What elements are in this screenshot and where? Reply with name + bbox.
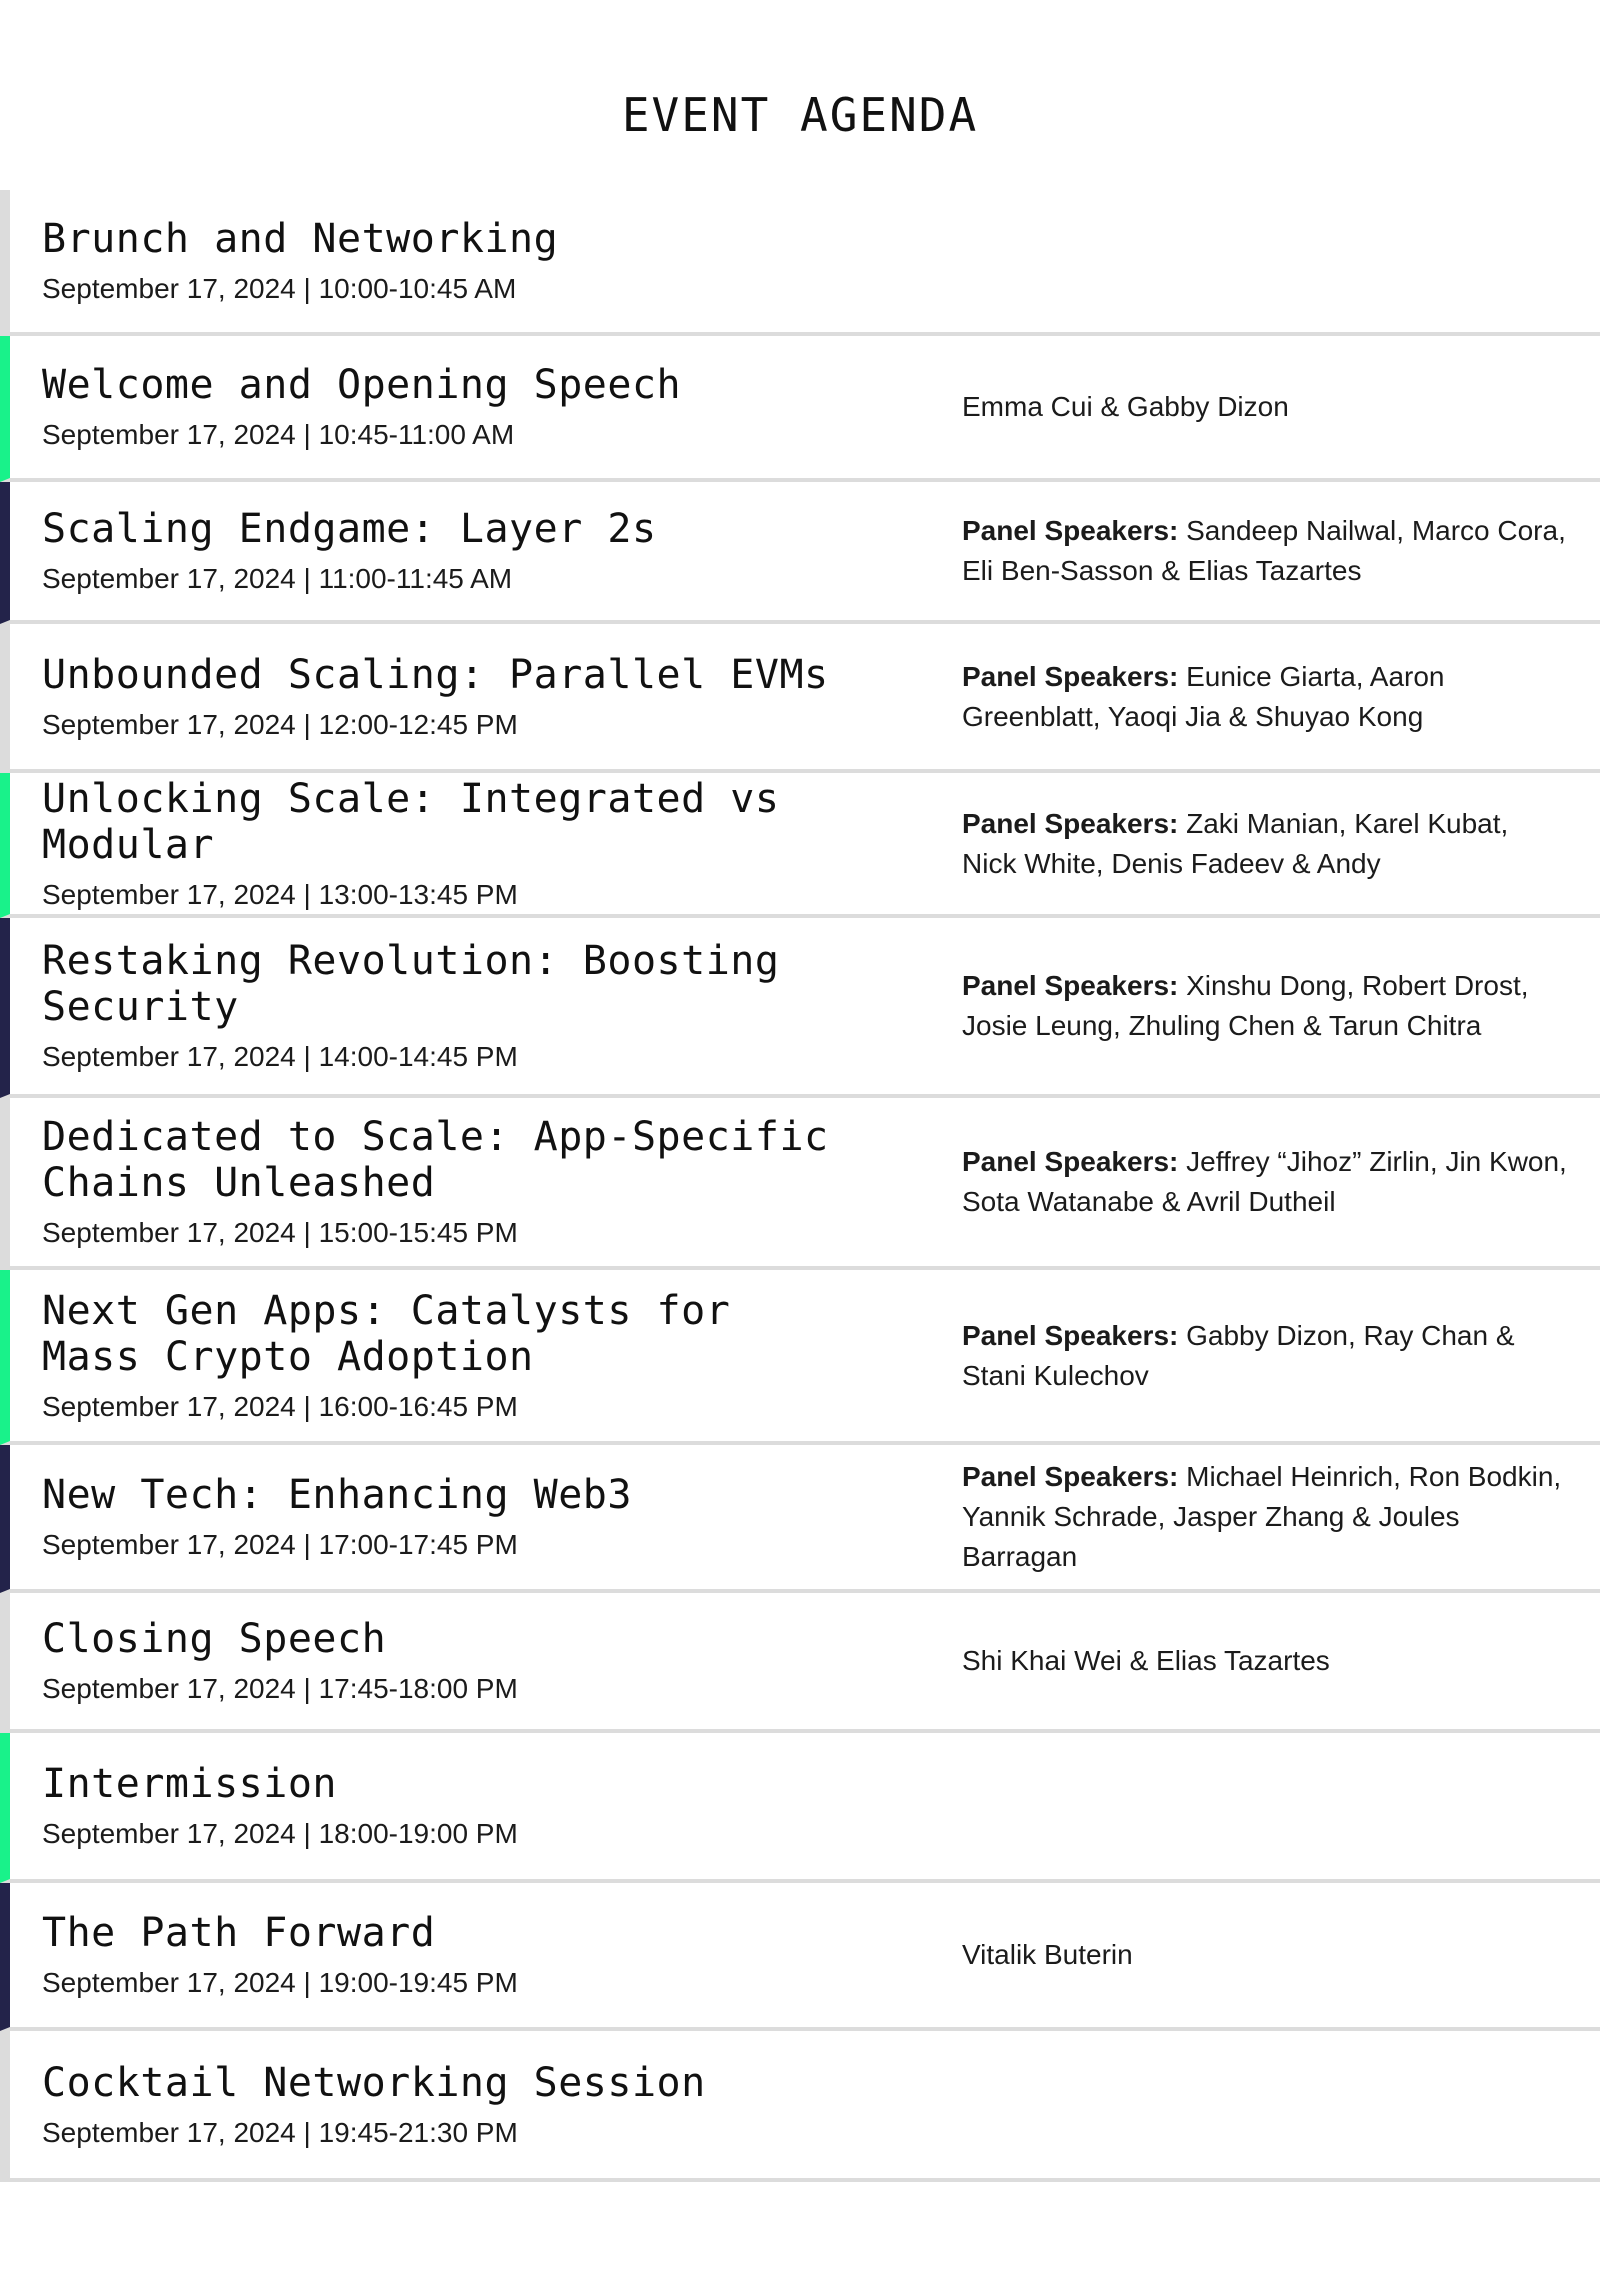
speaker-names: Zaki Manian, Karel Kubat, Nick White, Denis Fadeev & Andy <box>962 807 1509 879</box>
session-time: September 17, 2024 | 14:00-14:45 PM <box>42 1041 518 1072</box>
session-info <box>10 362 940 452</box>
session-speakers <box>940 1316 1590 1396</box>
session-info <box>10 1910 940 2000</box>
agenda-row <box>0 1270 1600 1445</box>
session-title: Cocktail Networking Session <box>42 2059 706 2106</box>
session-title: Intermission <box>42 1761 337 1807</box>
session-title: Welcome and Opening Speech <box>42 362 682 408</box>
session-speakers <box>940 1142 1590 1222</box>
agenda-row <box>0 1733 1600 1883</box>
session-time: September 17, 2024 | 10:00-10:45 AM <box>42 273 517 304</box>
session-time: September 17, 2024 | 18:00-19:00 PM <box>42 1818 518 1849</box>
agenda-list <box>0 190 1600 2182</box>
session-info <box>10 776 940 912</box>
session-speakers <box>940 511 1590 591</box>
agenda-row <box>0 336 1600 482</box>
session-time: September 17, 2024 | 17:00-17:45 PM <box>42 1529 518 1560</box>
session-time: September 17, 2024 | 17:45-18:00 PM <box>42 1673 518 1704</box>
session-info <box>10 1616 940 1706</box>
agenda-row <box>0 482 1600 624</box>
agenda-row <box>0 190 1600 336</box>
session-title: The Path Forward <box>42 1910 436 1956</box>
agenda-row <box>0 624 1600 773</box>
session-speakers <box>940 1641 1590 1681</box>
agenda-row <box>0 773 1600 918</box>
agenda-row <box>0 2031 1600 2182</box>
agenda-row <box>0 918 1600 1098</box>
page-title: EVENT AGENDA <box>621 88 979 142</box>
agenda-row <box>0 1445 1600 1593</box>
session-time: September 17, 2024 | 19:00-19:45 PM <box>42 1967 518 1998</box>
speaker-names: Michael Heinrich, Ron Bodkin, Yannik Schrade, Jasper Zhang & Joules Barragan <box>962 1461 1562 1572</box>
session-time: September 17, 2024 | 16:00-16:45 PM <box>42 1390 518 1422</box>
session-time: September 17, 2024 | 10:45-11:00 AM <box>42 419 515 450</box>
speaker-names: Eunice Giarta, Aaron Greenblatt, Yaoqi Jia & Shuyao Kong <box>962 660 1445 732</box>
agenda-row <box>0 1593 1600 1733</box>
speaker-label: Panel Speakers: <box>962 807 1187 839</box>
speaker-names: Shi Khai Wei & Elias Tazartes <box>962 1645 1330 1676</box>
session-speakers <box>940 387 1590 427</box>
speaker-names: Emma Cui & Gabby Dizon <box>962 391 1289 422</box>
session-time: September 17, 2024 | 12:00-12:45 PM <box>42 708 518 740</box>
speaker-label: Panel Speakers: <box>962 970 1187 1001</box>
session-info <box>10 216 940 306</box>
session-info <box>10 506 940 596</box>
session-info <box>10 1761 940 1851</box>
speaker-label: Panel Speakers: <box>962 1319 1187 1351</box>
speaker-label: Panel Speakers: <box>962 660 1187 692</box>
session-speakers <box>940 804 1590 884</box>
session-info <box>10 938 940 1074</box>
session-title: Restaking Revolution: Boosting Security <box>42 938 780 1030</box>
speaker-label: Panel Speakers: <box>962 1461 1187 1492</box>
session-title: Brunch and Networking <box>42 216 559 262</box>
session-time: September 17, 2024 | 15:00-15:45 PM <box>42 1217 518 1248</box>
session-title: Unlocking Scale: Integrated vs Modular <box>42 775 780 868</box>
session-title: Closing Speech <box>42 1616 387 1662</box>
session-info <box>10 1288 940 1424</box>
session-title: Scaling Endgame: Layer 2s <box>42 506 657 552</box>
speaker-names: Xinshu Dong, Robert Drost, Josie Leung, Zhuling Chen & Tarun Chitra <box>962 970 1529 1041</box>
session-time: September 17, 2024 | 13:00-13:45 PM <box>42 878 518 910</box>
session-speakers <box>940 1935 1590 1975</box>
speaker-names: Sandeep Nailwal, Marco Cora, Eli Ben-Sasson & Elias Tazartes <box>962 515 1566 586</box>
session-title: New Tech: Enhancing Web3 <box>42 1472 632 1518</box>
session-time: September 17, 2024 | 19:45-21:30 PM <box>42 2116 518 2148</box>
speaker-names: Vitalik Buterin <box>962 1939 1133 1970</box>
session-speakers <box>940 657 1590 737</box>
session-info <box>10 2060 940 2150</box>
session-speakers <box>940 1457 1590 1577</box>
speaker-names: Jeffrey “Jihoz” Zirlin, Jin Kwon, Sota Watanabe & Avril Dutheil <box>962 1146 1567 1217</box>
session-info <box>10 1472 940 1562</box>
session-info <box>10 652 940 742</box>
session-title: Unbounded Scaling: Parallel EVMs <box>42 651 829 698</box>
agenda-row <box>0 1883 1600 2031</box>
session-info <box>10 1114 940 1250</box>
speaker-label: Panel Speakers: <box>962 515 1187 546</box>
agenda-row <box>0 1098 1600 1270</box>
speaker-label: Panel Speakers: <box>962 1146 1187 1177</box>
session-speakers <box>940 966 1590 1046</box>
speaker-names: Gabby Dizon, Ray Chan & Stani Kulechov <box>962 1319 1515 1391</box>
session-title: Next Gen Apps: Catalysts for Mass Crypto Adoption <box>42 1287 731 1380</box>
session-title: Dedicated to Scale: App-Specific Chains Unleashed <box>42 1114 829 1206</box>
session-time: September 17, 2024 | 11:00-11:45 AM <box>42 563 513 594</box>
